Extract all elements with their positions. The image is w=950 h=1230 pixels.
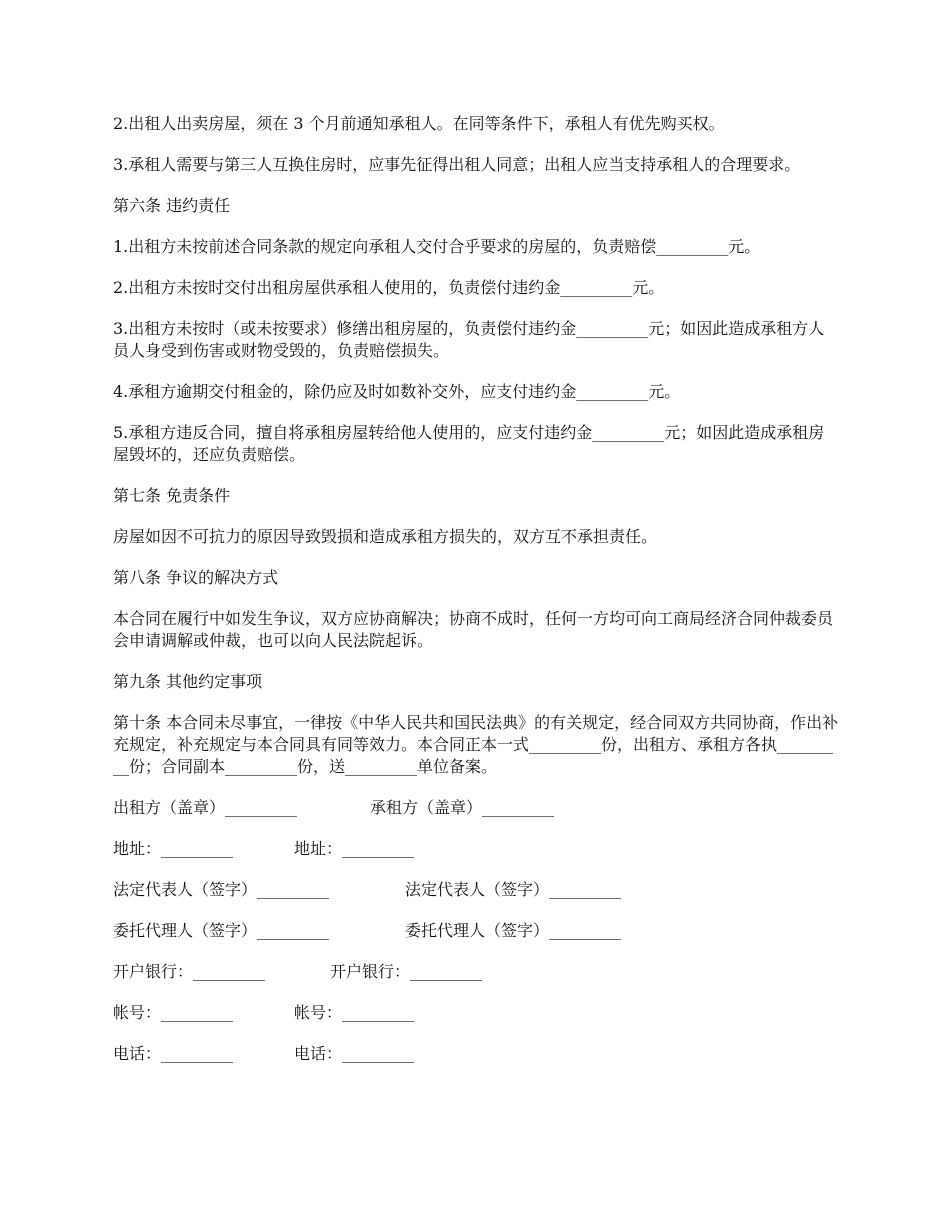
article-6-item-4: 4.承租方逾期交付租金的，除仍应及时如数补交外，应支付违约金_________元。 <box>113 382 681 401</box>
lessor-seal-field: 出租方（盖章）_________ <box>113 798 298 817</box>
lessee-address-field: 地址：_________ <box>294 839 415 858</box>
lessor-agent-field: 委托代理人（签字）_________ <box>113 921 330 940</box>
article-6-item-5: 5.承租方违反合同，擅自将承租房屋转给他人使用的，应支付违约金_________元；如因此造成承租房屋毁坏的，还应负责赔偿。 <box>113 423 825 464</box>
signature-row-phone <box>113 1043 840 1065</box>
lessee-agent-field: 委托代理人（签字）_________ <box>405 921 622 940</box>
signature-row-bank <box>113 961 840 983</box>
signature-row-account <box>113 1002 840 1024</box>
signature-row-legal-rep <box>113 879 840 901</box>
lessee-seal-field: 承租方（盖章）_________ <box>370 798 555 817</box>
lessor-bank-field: 开户银行：_________ <box>113 962 266 981</box>
lessor-account-field: 帐号：_________ <box>113 1003 234 1022</box>
signature-row-address <box>113 838 840 860</box>
document-page <box>113 113 840 1084</box>
article-6-item-2: 2.出租方未按时交付出租房屋供承租人使用的，负责偿付违约金_________元。 <box>113 278 665 297</box>
article-7-body: 房屋如因不可抗力的原因导致毁损和造成承租方损失的，双方互不承担责任。 <box>113 527 658 546</box>
article-10-body: 第十条 本合同未尽事宜，一律按《中华人民共和国民法典》的有关规定，经合同双方共同协商，作出补充规定，补充规定与本合同具有同等效力。本合同正本一式_________份，出租方、承租方各执_________份；合同副本_________份，送_________单位备案。 <box>113 713 839 776</box>
lessee-phone-field: 电话：_________ <box>294 1044 415 1063</box>
article-6-heading: 第六条 违约责任 <box>113 196 231 215</box>
lessee-account-field: 帐号：_________ <box>294 1003 415 1022</box>
lessor-legal-rep-field: 法定代表人（签字）_________ <box>113 880 330 899</box>
lessor-phone-field: 电话：_________ <box>113 1044 234 1063</box>
lessee-bank-field: 开户银行：_________ <box>330 962 483 981</box>
article-6-item-1: 1.出租方未按前述合同条款的规定向承租人交付合乎要求的房屋的，负责赔偿_________元。 <box>113 237 761 256</box>
lessee-legal-rep-field: 法定代表人（签字）_________ <box>405 880 622 899</box>
signature-row-agent <box>113 920 840 942</box>
article-8-body: 本合同在履行中如发生争议，双方应协商解决；协商不成时，任何一方均可向工商局经济合同仲裁委员会申请调解或仲裁，也可以向人民法院起诉。 <box>113 609 834 650</box>
article-8-heading: 第八条 争议的解决方式 <box>113 568 279 587</box>
article-7-heading: 第七条 免责条件 <box>113 486 231 505</box>
article-6-item-3: 3.出租方未按时（或未按要求）修缮出租房屋的，负责偿付违约金_________元；如因此造成承租方人员人身受到伤害或财物受毁的，负责赔偿损失。 <box>113 319 825 360</box>
article-9-heading: 第九条 其他约定事项 <box>113 672 263 691</box>
clause-5-item-3: 3.承租人需要与第三人互换住房时，应事先征得出租人同意；出租人应当支持承租人的合理要求。 <box>113 155 801 174</box>
signature-row-seal <box>113 797 840 819</box>
lessor-address-field: 地址：_________ <box>113 839 234 858</box>
clause-5-item-2: 2.出租人出卖房屋，须在 3 个月前通知承租人。在同等条件下，承租人有优先购买权。 <box>113 114 725 133</box>
